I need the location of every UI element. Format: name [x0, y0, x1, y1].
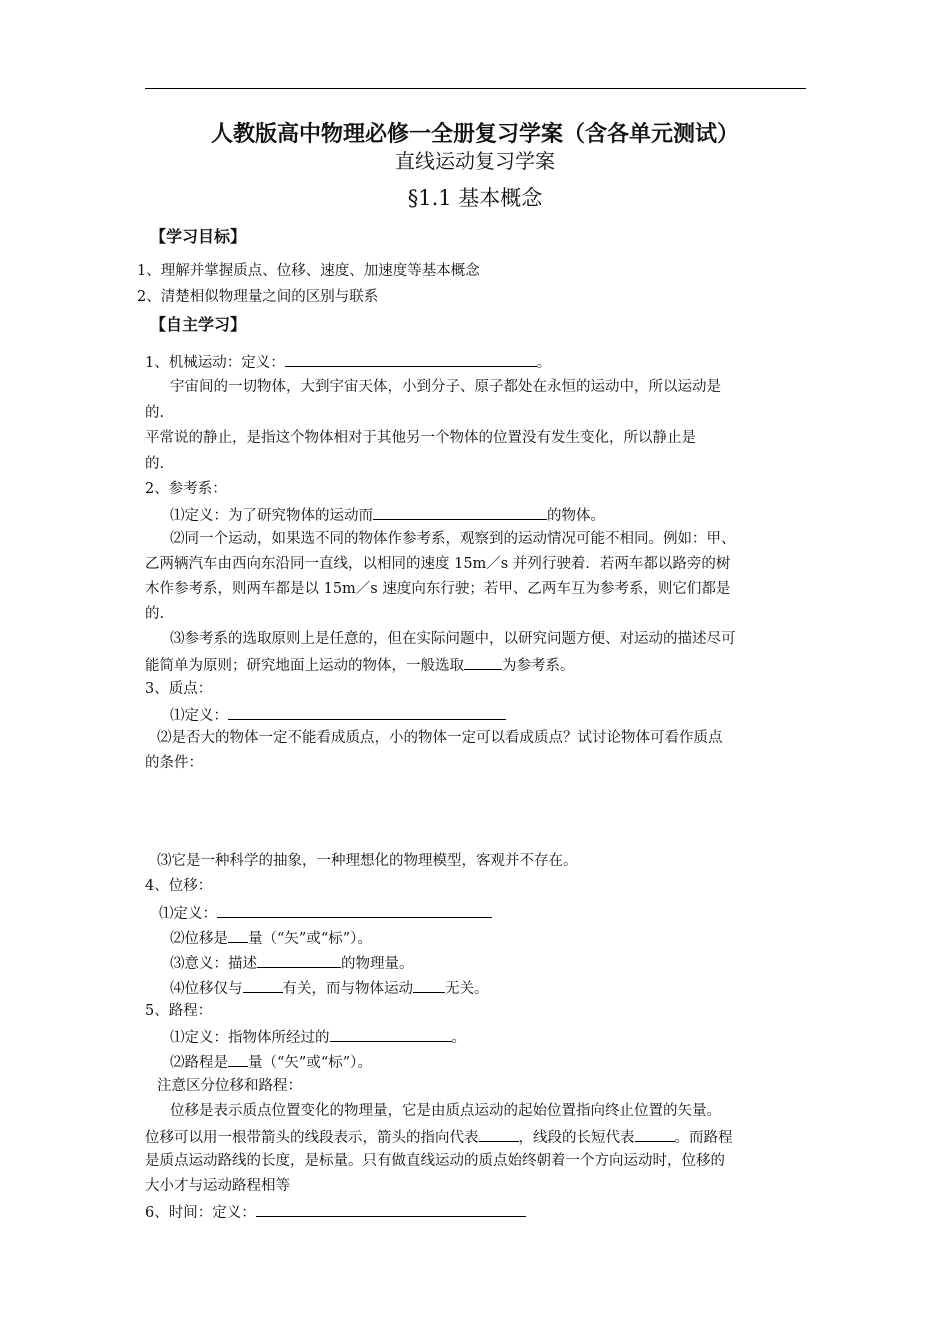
- goal-item: 2、清楚相似物理量之间的区别与联系: [137, 289, 379, 305]
- paragraph-line: 的.: [145, 456, 165, 472]
- paragraph-line: 乙两辆汽车由西向东沿同一直线，以相同的速度 15m／s 并列行驶着．若两车都以路旁的树: [145, 556, 731, 572]
- definition-text: 6、时间：定义：: [145, 1205, 256, 1221]
- paragraph-text: 量（“矢”或“标”）。: [248, 931, 372, 947]
- answer-blank[interactable]: [228, 703, 506, 720]
- section-title: §1.1 基本概念: [407, 186, 543, 210]
- paragraph-line: 的.: [145, 606, 165, 622]
- answer-blank[interactable]: [243, 976, 283, 993]
- definition-text: ⑴定义：指物体所经过的: [170, 1030, 330, 1046]
- paragraph-line: ⑶它是一种科学的抽象，一种理想化的物理模型，客观并不存在。: [157, 853, 578, 869]
- definition-text: ⑴定义：: [159, 906, 217, 922]
- displacement-heading: 4、位移：: [145, 878, 213, 894]
- goal-item: 1、理解并掌握质点、位移、速度、加速度等基本概念: [137, 263, 480, 279]
- paragraph-line: [145, 653, 575, 677]
- period: 。: [536, 355, 552, 371]
- document-subtitle: 直线运动复习学案: [395, 149, 555, 173]
- paragraph-line: [170, 1050, 372, 1074]
- particle-heading: 3、质点：: [145, 681, 213, 697]
- answer-blank[interactable]: [464, 653, 502, 670]
- question-line: 的条件：: [145, 755, 203, 771]
- answer-blank[interactable]: [330, 1025, 452, 1042]
- paragraph-line: ⑶参考系的选取原则上是任意的，但在实际问题中，以研究问题方便、对运动的描述尽可: [170, 631, 736, 647]
- paragraph-line: 木作参考系，则两车都是以 15m／s 速度向东行驶；若甲、乙两车互为参考系，则它们都是: [145, 581, 731, 597]
- paragraph-text: 为参考系。: [502, 658, 575, 674]
- definition-text: 的物体。: [547, 508, 605, 524]
- answer-blank[interactable]: [635, 1125, 675, 1142]
- answer-blank[interactable]: [217, 901, 492, 918]
- paragraph-text: 量（“矢”或“标”）。: [248, 1055, 372, 1071]
- paragraph-text: 位移可以用一根带箭头的线段表示，箭头的指向代表: [145, 1130, 479, 1146]
- paragraph-line: 的.: [145, 405, 165, 421]
- paragraph-line: [145, 1125, 733, 1149]
- paragraph-line: [170, 976, 489, 1000]
- answer-blank[interactable]: [413, 976, 445, 993]
- paragraph-text: 有关，而与物体运动: [282, 981, 413, 997]
- note-heading: 注意区分位移和路程：: [157, 1078, 302, 1094]
- definition-text: ⑴定义：: [170, 708, 228, 724]
- paragraph-line: 位移是表示质点位置变化的物理量，它是由质点运动的起始位置指向终止位置的矢量。: [170, 1103, 721, 1119]
- question-line: ⑵是否大的物体一定不能看成质点，小的物体一定可以看成质点？试讨论物体可看作质点: [157, 730, 723, 746]
- paragraph-line: 宇宙间的一切物体，大到宇宙天体，小到分子、原子都处在永恒的运动中，所以运动是: [170, 379, 721, 395]
- path-length-definition: [170, 1025, 466, 1049]
- paragraph-line: ⑵同一个运动，如果选不同的物体作参考系，观察到的运动情况可能不相同。例如：甲、: [170, 531, 736, 547]
- answer-blank[interactable]: [285, 350, 537, 367]
- paragraph-text: ⑵路程是: [170, 1055, 228, 1071]
- paragraph-text: ⑵位移是: [170, 931, 228, 947]
- mechanical-motion-line: [145, 350, 551, 374]
- paragraph-line: 平常说的静止，是指这个物体相对于其他另一个物体的位置没有发生变化，所以静止是: [145, 430, 696, 446]
- paragraph-text: ⑷位移仅与: [170, 981, 243, 997]
- goals-heading: 【学习目标】: [150, 227, 247, 246]
- paragraph-line: 大小才与运动路程相等: [145, 1178, 290, 1194]
- self-study-heading: 【自主学习】: [150, 315, 247, 334]
- paragraph-text: ⑶意义：描述: [170, 956, 257, 972]
- path-length-heading: 5、路程：: [145, 1003, 213, 1019]
- paragraph-text: 能简单为原则；研究地面上运动的物体，一般选取: [145, 658, 464, 674]
- paragraph-text: ，线段的长短代表: [518, 1130, 635, 1146]
- document-title: 人教版高中物理必修一全册复习学案（含各单元测试）: [210, 121, 739, 147]
- answer-blank[interactable]: [373, 503, 547, 520]
- answer-blank[interactable]: [479, 1125, 519, 1142]
- displacement-definition: [159, 901, 492, 925]
- answer-blank[interactable]: [228, 926, 248, 943]
- paragraph-line: 是质点运动路线的长度，是标量。只有做直线运动的质点始终朝着一个方向运动时，位移的: [145, 1153, 725, 1169]
- definition-text: ⑴定义：为了研究物体的运动而: [170, 508, 373, 524]
- time-definition: [145, 1200, 526, 1224]
- mechanical-motion-label: 1、机械运动：定义：: [145, 355, 285, 371]
- paragraph-text: 无关。: [445, 981, 489, 997]
- paragraph-line: [170, 951, 414, 975]
- answer-blank[interactable]: [228, 1050, 248, 1067]
- header-rule: [145, 88, 806, 89]
- reference-frame-definition: [170, 503, 605, 527]
- reference-frame-heading: 2、参考系：: [145, 481, 227, 497]
- particle-definition: [170, 703, 506, 727]
- answer-blank[interactable]: [256, 1200, 526, 1217]
- paragraph-text: 。而路程: [674, 1130, 733, 1146]
- paragraph-line: [170, 926, 372, 950]
- answer-blank[interactable]: [257, 951, 341, 968]
- definition-text: 。: [451, 1030, 466, 1046]
- paragraph-text: 的物理量。: [341, 956, 414, 972]
